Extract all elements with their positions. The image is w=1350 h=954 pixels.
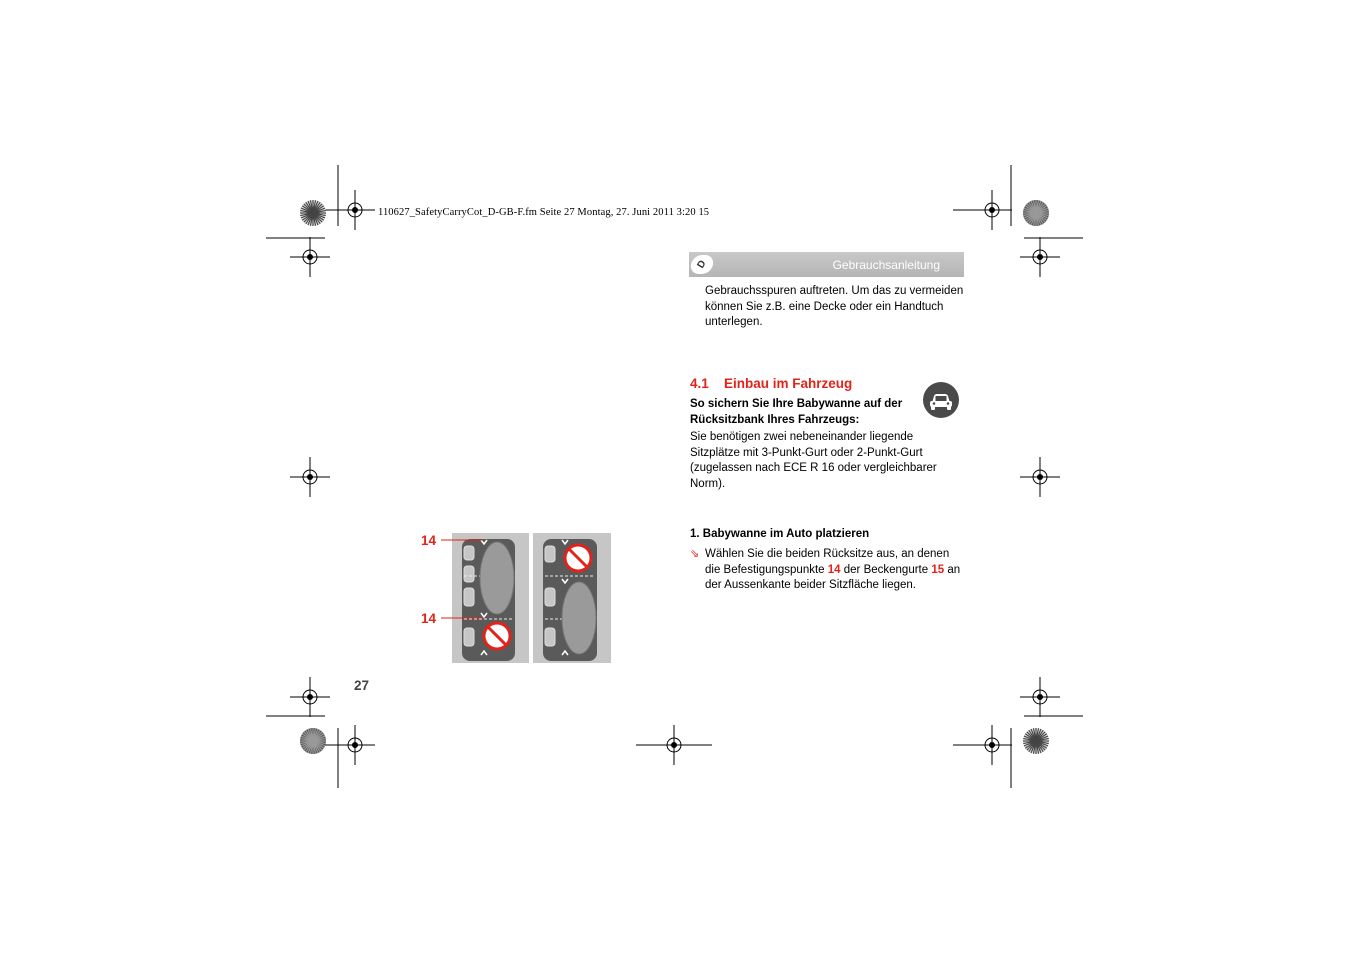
page-header-bar xyxy=(689,252,964,277)
section-number: 4.1 xyxy=(690,376,709,391)
step-heading: 1. Babywanne im Auto platzieren xyxy=(690,528,870,540)
callout-14-top: 14 xyxy=(421,533,437,548)
section-paragraph: Sie benötigen zwei nebeneinander liegende Sitzplätze mit 3-Punkt-Gurt oder 2-Punkt-Gurt (zugelassen nach ECE R 16 oder vergleichbarer Norm). xyxy=(690,431,937,490)
step-instruction: Wählen Sie die beiden Rücksitze aus, an denen die Befestigungspunkte 14 der Beckengurte 15 an der Aussenkante beider Sitzfläche liegen. xyxy=(705,548,961,591)
action-arrow-icon: ⇘ xyxy=(690,548,700,560)
page-number: 27 xyxy=(354,678,370,693)
section-subheading: So sichern Sie Ihre Babywanne auf der Rücksitzbank Ihres Fahrzeugs: xyxy=(690,398,903,426)
intro-paragraph: Gebrauchsspuren auftreten. Um das zu vermeiden können Sie z.B. eine Decke oder ein Handtuch unterlegen. xyxy=(705,285,964,328)
baby-cot-outline xyxy=(480,542,514,614)
print-info-line: 110627_SafetyCarryCot_D-GB-F.fm Seite 27 Montag, 27. Juni 2011 3:20 15 xyxy=(378,207,710,218)
reference-14: 14 xyxy=(827,563,841,576)
section-heading xyxy=(690,376,852,391)
language-badge: D xyxy=(689,255,714,274)
seat-placement-figure xyxy=(421,530,616,666)
header-title: Gebrauchsanleitung xyxy=(832,258,940,272)
section-title: Einbau im Fahrzeug xyxy=(724,376,853,391)
car-icon xyxy=(922,381,960,419)
baby-cot-outline xyxy=(562,582,596,654)
reference-15: 15 xyxy=(931,563,945,576)
callout-14-bottom: 14 xyxy=(421,611,437,626)
